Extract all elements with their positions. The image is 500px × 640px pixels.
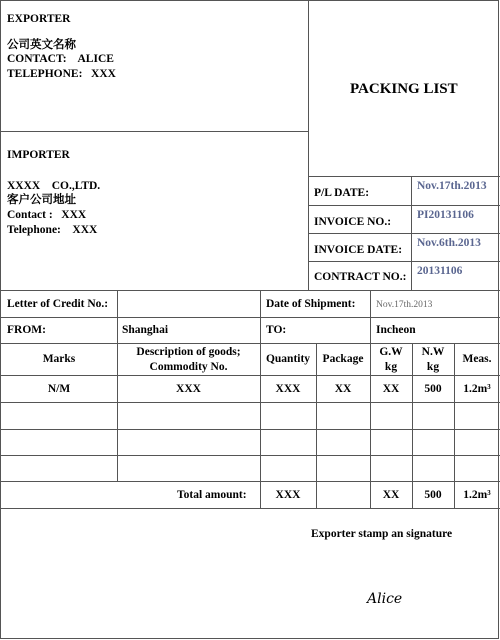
row-description: XXX <box>176 383 201 395</box>
total-quantity: XXX <box>275 489 301 501</box>
date-of-shipment-value: Nov.17th.2013 <box>376 300 433 310</box>
total-nw: 500 <box>424 489 442 501</box>
header-gw-line1: G.W <box>379 346 403 358</box>
divider <box>1 343 500 344</box>
divider <box>308 1 309 290</box>
importer-company: XXXX CO.,LTD. <box>7 180 101 192</box>
invoice-no-value: PI20131106 <box>417 209 474 221</box>
invoice-no-label: INVOICE NO.: <box>314 216 392 228</box>
header-meas: Meas. <box>462 353 492 365</box>
header-gw-line2: kg <box>384 361 398 373</box>
pl-date-value: Nov.17th.2013 <box>417 180 487 192</box>
total-amount-label: Total amount: <box>177 489 247 501</box>
divider <box>1 131 308 132</box>
importer-address: 客户公司地址 <box>7 194 76 206</box>
divider <box>316 343 317 508</box>
header-marks: Marks <box>42 353 76 365</box>
row-quantity: XXX <box>275 383 301 395</box>
divider <box>1 429 500 430</box>
row-marks: N/M <box>47 383 71 395</box>
divider <box>1 481 500 482</box>
invoice-date-value: Nov.6th.2013 <box>417 237 481 249</box>
row-nw: 500 <box>424 383 442 395</box>
pl-date-label: P/L DATE: <box>314 187 370 199</box>
signature: Alice <box>367 591 403 607</box>
date-of-shipment-label: Date of Shipment: <box>266 298 356 310</box>
header-package: Package <box>322 353 364 365</box>
row-package: XX <box>334 383 352 395</box>
divider <box>1 508 500 509</box>
letter-of-credit-label: Letter of Credit No.: <box>7 298 109 310</box>
header-nw-line2: kg <box>426 361 440 373</box>
divider <box>370 290 371 343</box>
divider <box>1 402 500 403</box>
divider <box>308 205 500 206</box>
row-gw: XX <box>382 383 400 395</box>
divider <box>308 261 500 262</box>
exporter-company-name: 公司英文名称 <box>7 39 76 51</box>
exporter-heading: EXPORTER <box>7 13 71 25</box>
divider <box>260 343 261 508</box>
header-description-line1: Description of goods; <box>136 346 241 358</box>
exporter-stamp-label: Exporter stamp an signature <box>311 528 453 540</box>
divider <box>411 176 412 290</box>
divider <box>1 375 500 376</box>
divider <box>308 176 500 177</box>
from-value: Shanghai <box>122 324 169 336</box>
exporter-contact: CONTACT: ALICE <box>7 53 114 65</box>
divider <box>454 343 455 508</box>
header-nw-line1: N.W <box>421 346 445 358</box>
row-meas: 1.2m³ <box>463 383 491 395</box>
divider <box>117 290 118 343</box>
importer-telephone: Telephone: XXX <box>7 224 98 236</box>
divider <box>308 233 500 234</box>
divider <box>1 290 500 291</box>
to-value: Incheon <box>376 324 416 336</box>
header-description-line2: Commodity No. <box>149 361 228 373</box>
invoice-date-label: INVOICE DATE: <box>314 244 403 256</box>
divider <box>1 317 500 318</box>
importer-contact: Contact : XXX <box>7 209 87 221</box>
from-label: FROM: <box>7 324 46 336</box>
total-gw: XX <box>382 489 400 501</box>
contract-no-label: CONTRACT NO.: <box>314 271 407 283</box>
page-title: PACKING LIST <box>350 81 458 97</box>
to-label: TO: <box>266 324 287 336</box>
header-quantity: Quantity <box>265 353 311 365</box>
importer-heading: IMPORTER <box>7 149 70 161</box>
divider <box>1 455 500 456</box>
total-meas: 1.2m³ <box>463 489 491 501</box>
divider <box>260 290 261 343</box>
contract-no-value: 20131106 <box>417 265 463 277</box>
exporter-telephone: TELEPHONE: XXX <box>7 68 116 80</box>
